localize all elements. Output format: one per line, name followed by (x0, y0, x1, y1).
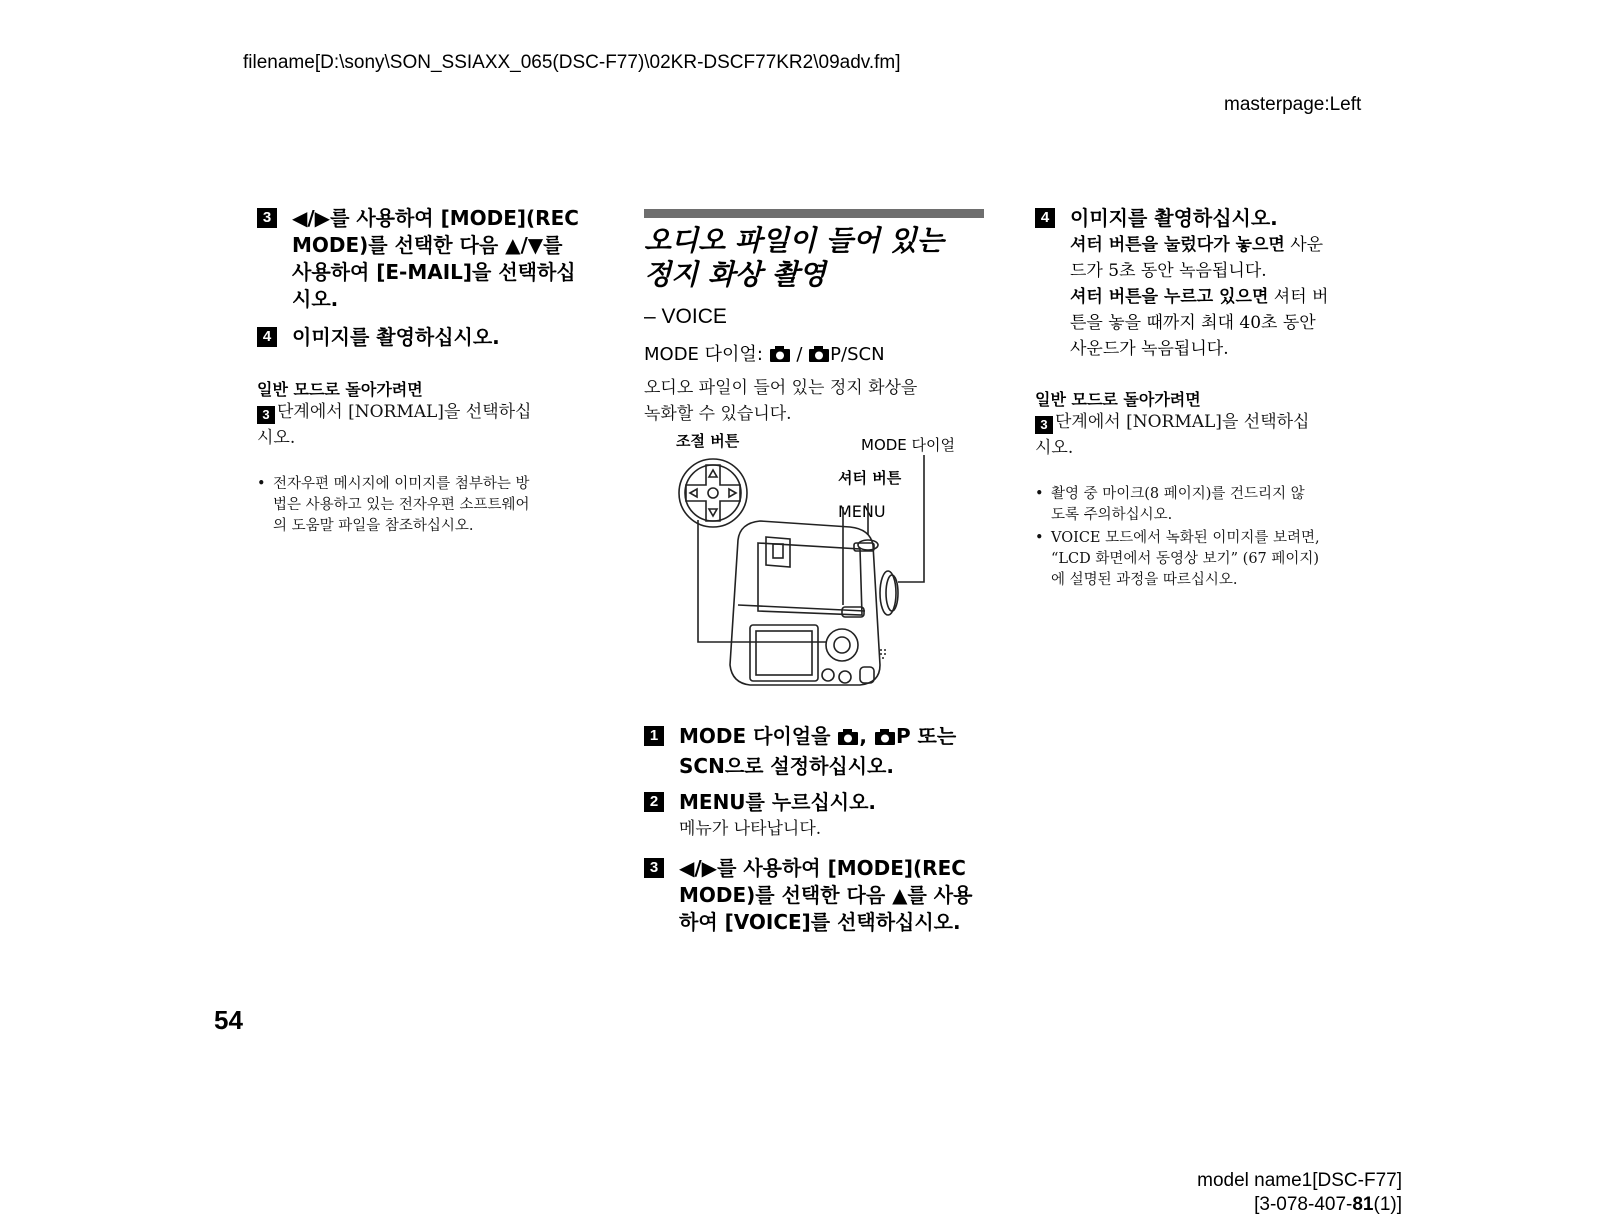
step-text: P 또는 (895, 724, 957, 748)
bullet-icon: • (1035, 486, 1044, 502)
step-number-badge: 1 (644, 726, 664, 746)
step-line: MODE)를 선택한 다음 ▲를 사용 (679, 883, 973, 907)
step-text: MODE 다이얼을 (679, 724, 838, 748)
section-title-bar (644, 209, 984, 218)
middle-step-2-desc: 메뉴가 나타납니다. (679, 819, 822, 839)
menu-label: MENU (838, 502, 886, 521)
title-line: 오디오 파일이 들어 있는 (644, 224, 944, 257)
note-line: 도록 주의하십시오. (1051, 507, 1173, 523)
left-step-4 (257, 324, 597, 354)
mode-dial-callout-label: MODE 다이얼 (861, 436, 956, 454)
bold-phrase: 셔터 버튼을 누르고 있으면 (1070, 287, 1269, 307)
voice-intro (644, 375, 984, 427)
step-number-badge: 4 (1035, 208, 1055, 228)
camera-icon (874, 726, 896, 753)
step-line: MODE)를 선택한 다음 ▲/▼를 (292, 233, 563, 257)
step-number-badge: 3 (644, 858, 664, 878)
camera-icon (837, 726, 859, 753)
intro-line: 오디오 파일이 들어 있는 정지 화상을 (644, 378, 918, 398)
intro-line: 녹화할 수 있습니다. (644, 404, 792, 424)
step-line: 시오. (292, 287, 339, 311)
step-text: 이미지를 촬영하십시오. (1070, 206, 1278, 230)
right-shutter-desc (1070, 232, 1390, 362)
camera-icon (808, 345, 830, 368)
right-return-text (1035, 409, 1375, 461)
desc-text: 튼을 놓을 때까지 최대 40초 동안 (1070, 313, 1316, 333)
right-return-heading: 일반 모드로 돌아가려면 (1035, 390, 1201, 409)
step-number-badge: 2 (644, 792, 664, 812)
note-line: 전자우편 메시지에 이미지를 첨부하는 방 (273, 476, 530, 492)
shutter-button-label: 셔터 버튼 (838, 469, 902, 487)
bullet-icon: • (257, 476, 266, 492)
mode-dial-label: MODE 다이얼: (644, 344, 769, 365)
return-line: 시오. (1035, 438, 1074, 458)
code-suffix: (1)] (1373, 1194, 1402, 1215)
step-text: 이미지를 촬영하십시오. (292, 325, 500, 349)
right-step-4 (1035, 205, 1375, 235)
middle-step-1 (644, 723, 984, 779)
step-text: SCN으로 설정하십시오. (679, 754, 894, 778)
step-number-badge: 4 (257, 327, 277, 347)
desc-text: 드가 5초 동안 녹음됩니다. (1070, 261, 1267, 281)
control-button-label: 조절 버튼 (676, 432, 740, 450)
middle-step-2 (644, 789, 984, 819)
step-text: MENU를 누르십시오. (679, 790, 877, 814)
title-line: 정지 화상 촬영 (644, 258, 826, 291)
step-ref-badge: 3 (1035, 416, 1053, 434)
desc-text: 셔터 버 (1268, 287, 1329, 307)
code-prefix: [3-078-407- (1254, 1194, 1353, 1215)
middle-step-3 (644, 855, 994, 939)
section-title (644, 224, 1004, 292)
mode-dial-line (644, 340, 885, 366)
camera-illustration (670, 455, 980, 710)
note-line: VOICE 모드에서 녹화된 이미지를 보려면, (1051, 530, 1320, 546)
note-line: “LCD 화면에서 동영상 보기” (67 페이지) (1051, 551, 1320, 567)
model-name: model name1[DSC-F77] (1197, 1170, 1402, 1191)
step-ref-badge: 3 (257, 406, 275, 424)
part-code (1254, 1194, 1402, 1216)
left-return-text (257, 399, 597, 451)
note-line: 촬영 중 마이크(8 페이지)를 건드리지 않 (1051, 486, 1305, 502)
code-bold: 81 (1352, 1194, 1374, 1215)
masterpage-header: masterpage:Left (1224, 94, 1362, 115)
note-line: 에 설명된 과정을 따르십시오. (1051, 572, 1238, 588)
voice-heading: – VOICE (644, 305, 727, 328)
note-line: 법은 사용하고 있는 전자우편 소프트웨어 (273, 497, 530, 513)
step-line: ◀/▶를 사용하여 [MODE](REC (679, 856, 966, 880)
note-line: 의 도움말 파일을 참조하십시오. (273, 518, 474, 534)
return-line: 시오. (257, 428, 296, 448)
filename-header: filename[D:\sony\SON_SSIAXX_065(DSC-F77)\02KR-DSCF77KR2\09adv.fm] (243, 52, 901, 73)
step-number-badge: 3 (257, 208, 277, 228)
step-line: 사용하여 [E-MAIL]을 선택하십 (292, 260, 576, 284)
return-line: 단계에서 [NORMAL]을 선택하십 (277, 402, 532, 422)
bold-phrase: 셔터 버튼을 눌렀다가 놓으면 (1070, 235, 1285, 255)
desc-text: 사운드가 녹음됩니다. (1070, 339, 1229, 359)
page-number: 54 (214, 1005, 243, 1035)
left-step-3 (257, 205, 597, 315)
camera-icon (769, 345, 791, 368)
bullet-icon: • (1035, 530, 1044, 546)
mode-dial-suffix: P/SCN (830, 344, 885, 365)
left-return-heading: 일반 모드로 돌아가려면 (257, 380, 423, 399)
mode-dial-separator: / (796, 344, 803, 365)
step-line: ◀/▶를 사용하여 [MODE](REC (292, 206, 579, 230)
step-text: , (859, 724, 874, 748)
return-line: 단계에서 [NORMAL]을 선택하십 (1055, 412, 1310, 432)
desc-text: 사운 (1284, 235, 1324, 255)
step-line: 하여 [VOICE]를 선택하십시오. (679, 910, 961, 934)
